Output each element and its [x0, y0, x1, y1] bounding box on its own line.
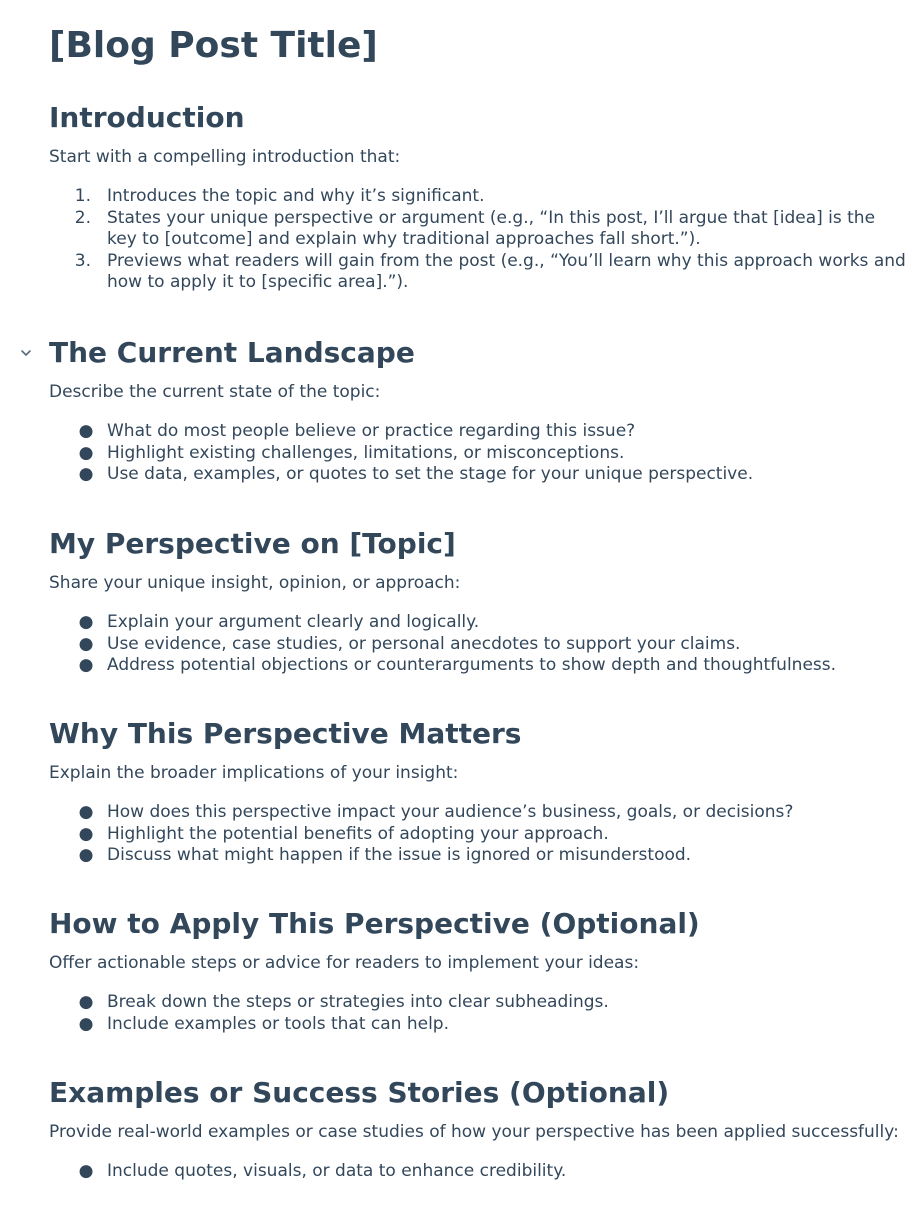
list-item [49, 845, 909, 867]
bullet-list [49, 992, 909, 1035]
section-heading: My Perspective on [Topic] [49, 527, 456, 560]
list-item-text: Use evidence, case studies, or personal anecdotes to support your claims. [107, 633, 741, 654]
bullet-icon: ● [78, 992, 94, 1012]
list-item [49, 802, 909, 824]
section-heading: Examples or Success Stories (Optional) [49, 1076, 670, 1109]
list-item-text: Highlight existing challenges, limitations, or misconceptions. [107, 442, 625, 463]
list-item-text: Include examples or tools that can help. [107, 1013, 449, 1034]
list-item [49, 186, 909, 208]
bullet-icon: ● [78, 845, 94, 865]
section-lead: Share your unique insight, opinion, or approach: [49, 573, 461, 593]
list-item-text: What do most people believe or practice regarding this issue? [107, 421, 636, 441]
list-item [49, 992, 909, 1014]
bullet-icon: ● [78, 823, 94, 844]
bullet-list [49, 421, 909, 486]
list-item [49, 1014, 909, 1036]
ordered-list [49, 186, 909, 294]
list-item-text: States your unique perspective or argument (e.g., “In this post, I’ll argue that [idea] is the key to [outcome] and explain why traditional approaches fall short.”). [107, 207, 876, 249]
list-item-text: Previews what readers will gain from the post (e.g., “You’ll learn why this approach works and how to apply it to [specific area].”). [107, 250, 906, 292]
section-lead: Provide real-world examples or case studies of how your perspective has been applied successfully: [49, 1122, 899, 1142]
list-item [49, 464, 909, 486]
section-lead: Explain the broader implications of your insight: [49, 763, 459, 783]
list-item [49, 655, 909, 677]
bullet-icon: ● [78, 655, 94, 675]
bullet-icon: ● [78, 1013, 94, 1034]
section-heading: How to Apply This Perspective (Optional) [49, 907, 700, 940]
bullet-icon: ● [78, 802, 94, 822]
section-examples-success-stories [49, 1075, 909, 1183]
list-item [49, 1161, 909, 1183]
section-lead: Start with a compelling introduction that: [49, 147, 401, 167]
list-item [49, 421, 909, 443]
section-lead: Offer actionable steps or advice for readers to implement your ideas: [49, 953, 640, 973]
list-item [49, 634, 909, 656]
list-item-text: Include quotes, visuals, or data to enhance credibility. [107, 1161, 567, 1181]
bullet-icon: ● [78, 464, 94, 484]
section-why-perspective-matters [49, 716, 909, 867]
list-number: 2. [74, 207, 91, 228]
bullet-icon: ● [78, 633, 94, 654]
bullet-icon: ● [78, 442, 94, 463]
section-current-landscape [49, 335, 909, 486]
section-collapse-toggle[interactable] [16, 343, 36, 363]
list-item-text: Break down the steps or strategies into clear subheadings. [107, 992, 609, 1012]
bullet-list [49, 1161, 909, 1183]
list-number: 1. [74, 186, 91, 206]
list-item-text: Explain your argument clearly and logically. [107, 612, 480, 632]
document-title: [Blog Post Title] [49, 25, 378, 66]
list-item [49, 443, 909, 465]
list-number: 3. [74, 250, 91, 271]
list-item [49, 824, 909, 846]
bullet-icon: ● [78, 612, 94, 632]
bullet-list [49, 612, 909, 677]
list-item-text: Address potential objections or counterarguments to show depth and thoughtfulness. [107, 655, 837, 675]
bullet-icon: ● [78, 1161, 94, 1181]
list-item [49, 251, 909, 294]
section-heading: Why This Perspective Matters [49, 717, 522, 750]
section-how-to-apply [49, 906, 909, 1035]
list-item [49, 612, 909, 634]
list-item-text: Highlight the potential benefits of adopting your approach. [107, 823, 609, 844]
section-my-perspective [49, 526, 909, 677]
section-heading: Introduction [49, 101, 245, 134]
section-heading: The Current Landscape [49, 336, 415, 369]
list-item [49, 208, 909, 251]
list-item-text: Discuss what might happen if the issue is ignored or misunderstood. [107, 845, 692, 865]
section-lead: Describe the current state of the topic: [49, 382, 381, 402]
bullet-icon: ● [78, 421, 94, 441]
section-introduction [49, 100, 909, 294]
list-item-text: Use data, examples, or quotes to set the stage for your unique perspective. [107, 464, 754, 484]
chevron-down-icon [20, 347, 32, 359]
bullet-list [49, 802, 909, 867]
list-item-text: Introduces the topic and why it’s significant. [107, 186, 485, 206]
list-item-text: How does this perspective impact your audience’s business, goals, or decisions? [107, 802, 794, 822]
